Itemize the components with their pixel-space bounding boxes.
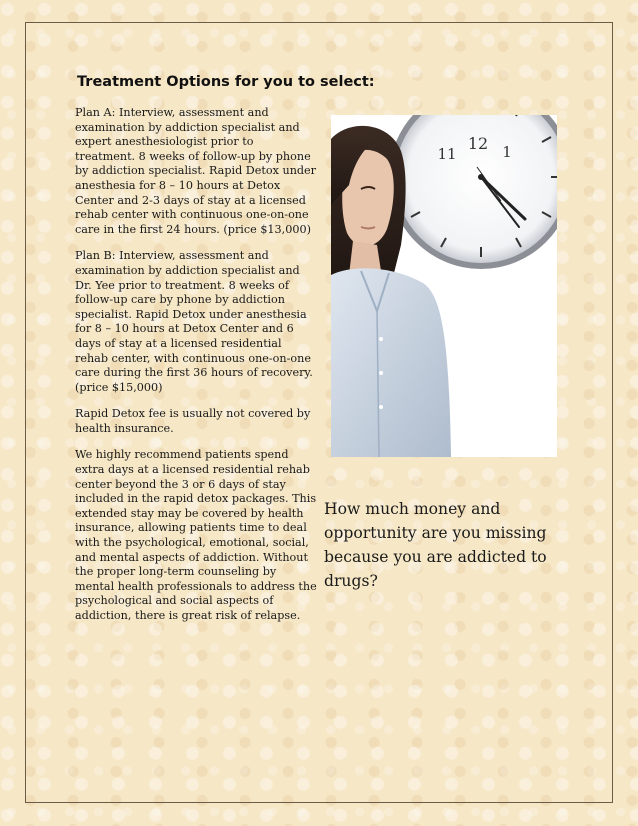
woman-clock-photo [331,115,557,457]
insurance-note: Rapid Detox fee is usually not covered by health insurance. [75,407,311,435]
woman-clock-illustration [331,115,557,457]
text-column [75,106,317,636]
callout-question: How much money and opportunity are you missing because you are addicted to drugs? [324,500,547,590]
plan-a-paragraph: Plan A: Interview, assessment and examination by addiction specialist and expert anesthesiologist prior to treatment. 8 weeks of follow-up by phone by addiction specialist. Rapid Detox under anesthesia for 8 – 10 hours at Detox Center and 2-3 days of stay at a licensed rehab center with continuous one-on-one care in the first 24 hours. (price $13,000) [75,106,317,236]
plan-b-paragraph: Plan B: Interview, assessment and examination by addiction specialist and Dr. Yee prior to treatment. 8 weeks of follow-up care by phone by addiction specialist. Rapid Detox under anesthesia for 8 – 10 hours at Detox Center and 6 days of stay at a licensed residential rehab center, with continuous one-on-one care during the first 36 hours of recovery. (price $15,000) [75,249,313,394]
clock-numeral-12: 12 [467,134,489,153]
clock-numeral-11: 11 [437,145,457,163]
recommendation-paragraph: We highly recommend patients spend extra days at a licensed residential rehab center beyond the 3 or 6 days of stay included in the rapid detox packages. This extended stay may be covered by health insurance, allowing patients time to deal with the psychological, emotional, social, and mental aspects of addiction. Without the proper long-term counseling by mental health professionals to address the psychological and social aspects of addiction, there is great risk of relapse. [75,448,317,622]
clock-numeral-1: 1 [502,143,512,161]
page-heading: Treatment Options for you to select: [77,74,375,90]
